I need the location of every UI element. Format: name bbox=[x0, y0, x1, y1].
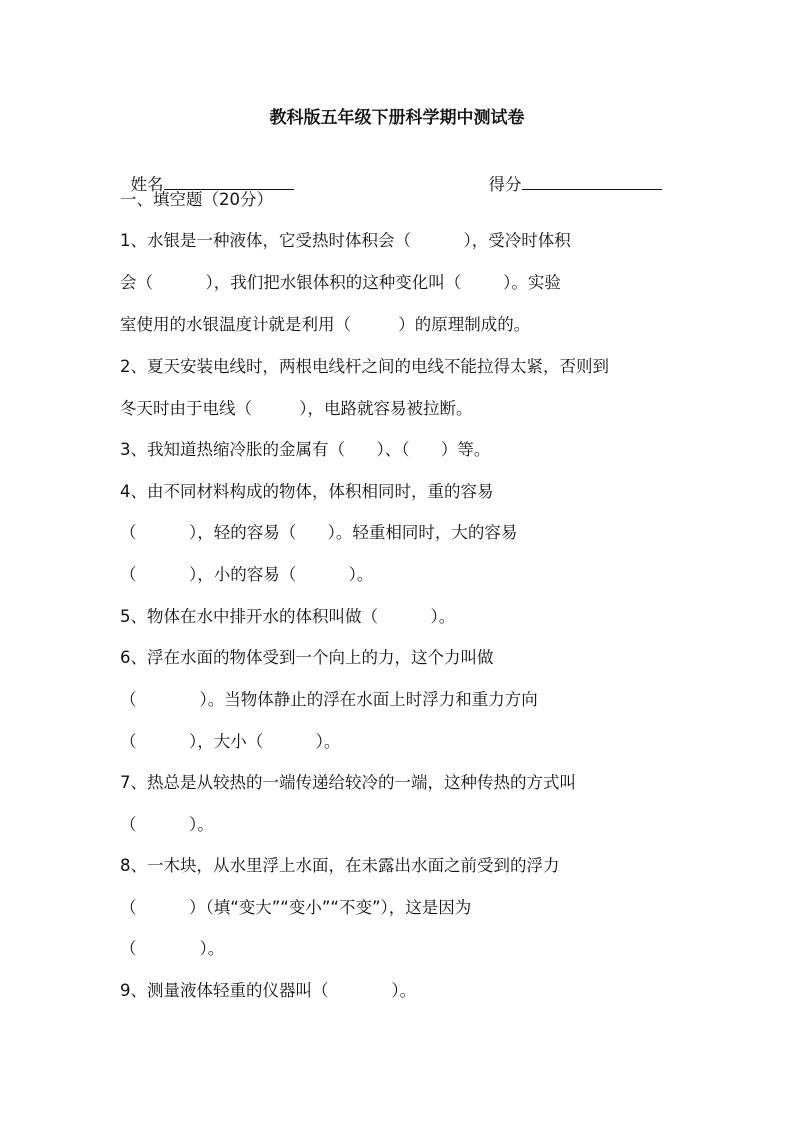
question-line: 8、一木块，从水里浮上水面，在未露出水面之前受到的浮力 bbox=[120, 856, 560, 875]
question-line: 冬天时由于电线（ ），电路就容易被拉断。 bbox=[120, 399, 473, 418]
score-label: 得分 bbox=[488, 175, 522, 194]
question-line: 7、热总是从较热的一端传递给较冷的一端，这种传热的方式叫 bbox=[120, 773, 576, 792]
question-line: 会（ ），我们把水银体积的这种变化叫（ ）。实验 bbox=[120, 273, 561, 292]
score-blank[interactable] bbox=[522, 171, 662, 190]
question-line: （ ），小的容易（ ）。 bbox=[120, 565, 374, 584]
question-line: （ ）。当物体静止的浮在水面上时浮力和重力方向 bbox=[120, 690, 538, 709]
section-heading: 一、填空题（20分） bbox=[120, 190, 273, 209]
question-line: 1、水银是一种液体，它受热时体积会（ ），受冷时体积 bbox=[120, 231, 571, 250]
question-line: 6、浮在水面的物体受到一个向上的力，这个力叫做 bbox=[120, 648, 494, 667]
question-line: （ ）。 bbox=[120, 815, 214, 834]
question-line: 2、夏天安装电线时，两根电线杆之间的电线不能拉得太紧，否则到 bbox=[120, 357, 609, 376]
question-line: （ ），轻的容易（ ）。轻重相同时，大的容易 bbox=[120, 523, 518, 542]
question-line: 室使用的水银温度计就是利用（ ）的原理制成的。 bbox=[120, 315, 531, 334]
question-line: 3、我知道热缩冷胀的金属有（ ）、（ ）等。 bbox=[120, 440, 491, 459]
question-line: （ ），大小（ ）。 bbox=[120, 732, 341, 751]
question-line: 9、测量液体轻重的仪器叫（ ）。 bbox=[120, 981, 417, 1000]
question-line: 4、由不同材料构成的物体，体积相同时，重的容易 bbox=[120, 482, 494, 501]
question-line: 5、物体在水中排开水的体积叫做（ ）。 bbox=[120, 607, 456, 626]
score-field bbox=[478, 147, 662, 197]
name-label: 姓名 bbox=[130, 175, 164, 194]
question-line: （ ）。 bbox=[120, 939, 225, 958]
question-line: （ ）（填“变大”“变小”“不变”），这是因为 bbox=[120, 898, 472, 917]
page-title: 教科版五年级下册科学期中测试卷 bbox=[269, 108, 525, 128]
